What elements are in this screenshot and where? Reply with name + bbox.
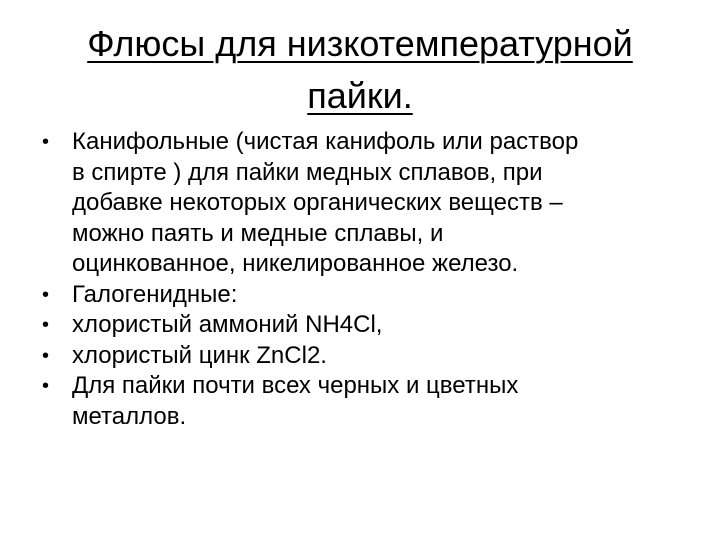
bullet-item-zinc-chloride	[36, 341, 686, 372]
bullet-item-halide-fluxes	[36, 280, 686, 311]
bullet-text-line: добавке некоторых органических веществ –	[72, 189, 563, 216]
bullet-item-metals-usage	[36, 371, 686, 432]
bullet-dot-icon: •	[42, 283, 50, 306]
bullet-text-line: металлов.	[72, 402, 187, 430]
bullet-dot-icon: •	[42, 314, 50, 336]
bullet-text-line: Для пайки почти всех черных и цветных	[72, 372, 519, 399]
bullet-dot-icon: •	[42, 344, 50, 367]
bullet-text-line: хлористый цинк ZnCl2.	[72, 341, 327, 369]
bullet-text-line: оцинкованное, никелированное железо.	[72, 250, 519, 277]
title-line: Флюсы для низкотемпературной	[87, 23, 633, 64]
bullet-text-line: можно паять и медные сплавы, и	[72, 219, 444, 247]
bullet-list	[36, 127, 686, 432]
bullet-dot-icon: •	[42, 375, 50, 397]
bullet-text-line: Канифольные (чистая канифоль или раствор	[72, 128, 579, 155]
bullet-item-rosin-fluxes	[36, 127, 686, 280]
bullet-text-line: в спирте ) для пайки медных сплавов, при	[72, 158, 543, 186]
bullet-text-line: Галогенидные:	[72, 280, 238, 308]
slide-title	[36, 18, 684, 122]
bullet-text-line: хлористый аммоний NH4Cl,	[72, 311, 383, 338]
bullet-dot-icon: •	[42, 131, 50, 153]
bullet-item-ammonium-chloride	[36, 310, 686, 341]
title-line: пайки.	[307, 75, 413, 116]
